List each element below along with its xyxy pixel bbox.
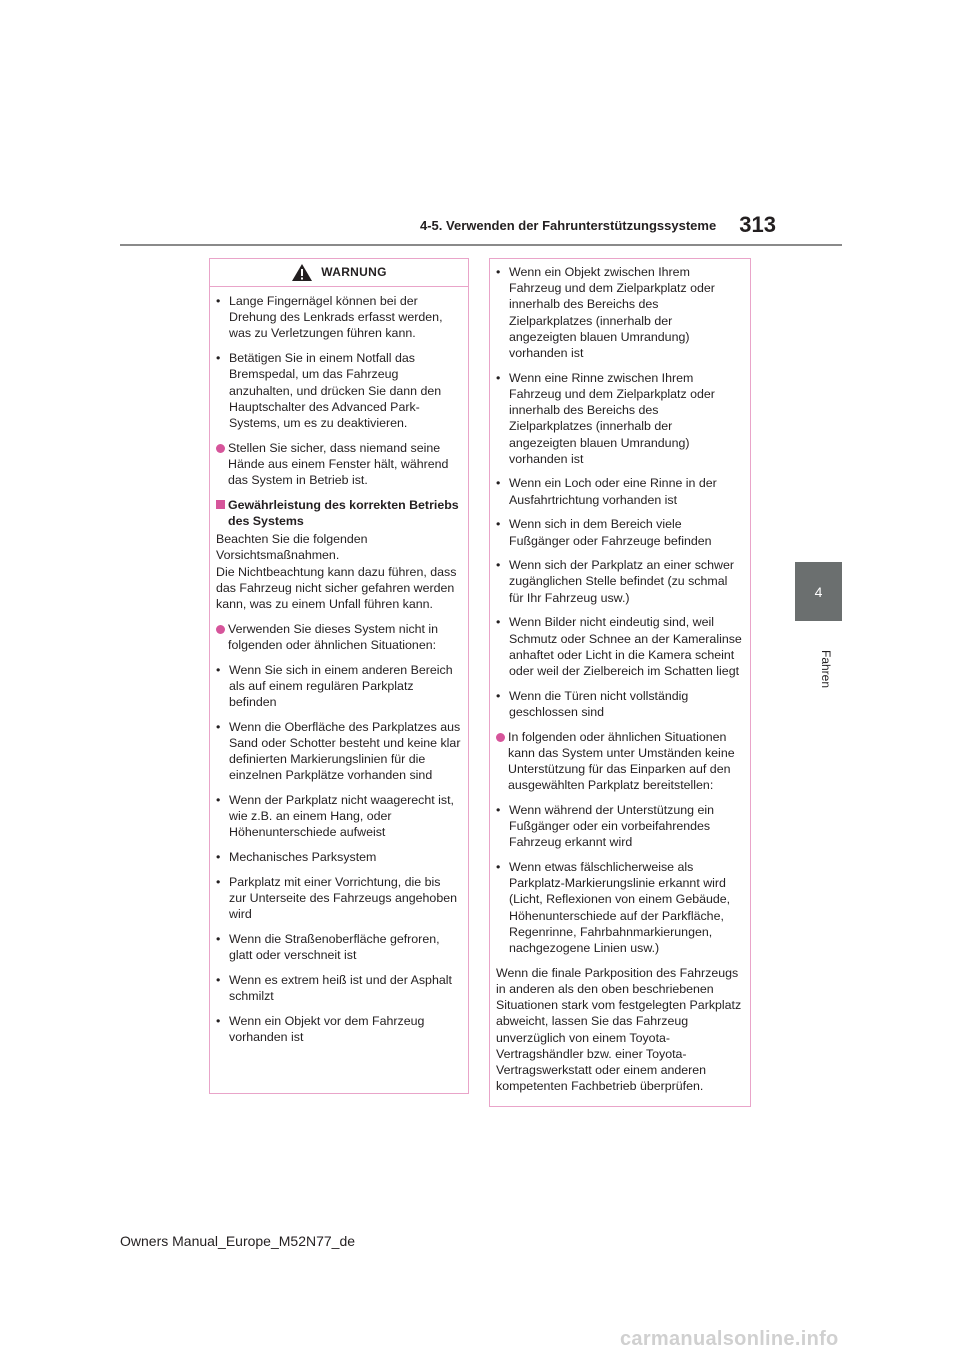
list-item: • Wenn sich in dem Bereich viele Fußgänger oder Fahrzeuge befinden [496,517,712,548]
list-item: • Wenn während der Unterstützung ein Fußgänger oder ein vorbeifahrendes Fahrzeug erkannt wird [496,802,715,850]
list-item: • Mechanisches Parksystem [216,850,377,865]
warning-box-continued [489,258,751,1107]
paragraph: Beachten Sie die folgenden Vorsichtsmaßnahmen. [216,532,368,563]
list-item: • Lange Fingernägel können bei der Drehung des Lenkrads erfasst werden, was zu Verletzungen führen kann. [216,294,443,341]
section-title: 4-5. Verwenden der Fahrunterstützungssysteme [420,218,717,233]
list-item: • Wenn es extrem heiß ist und der Asphalt schmilzt [216,972,452,1004]
list-item: • Parkplatz mit einer Vorrichtung, die bis zur Unterseite des Fahrzeugs angehoben wird [216,874,457,922]
dot-item: Verwenden Sie dieses System nicht in folgenden oder ähnlichen Situationen: [216,621,461,653]
list-item: • Wenn die Türen nicht vollständig geschlossen sind [496,688,689,719]
header-rule [120,244,842,246]
dot-bullet-icon [216,444,225,453]
list-item: • Wenn sich der Parkplatz an einer schwer zugänglichen Stelle befindet (zu schmal für Ihr Fahrzeug usw.) [496,558,734,605]
chapter-number: 4 [814,583,823,600]
dot-item: In folgenden oder ähnlichen Situationen kann das System unter Umständen keine Unterstützung für das Einparken auf den ausgewählten Parkplatz bereitstellen: [496,729,743,794]
manual-id: Owners Manual_Europe_M52N77_de [120,1233,356,1249]
page-number: 313 [739,212,776,237]
chapter-tab [795,562,842,621]
list-item: • Betätigen Sie in einem Notfall das Bremspedal, um das Fahrzeug anzuhalten, und drücken Sie dann den Hauptschalter des Advanced Park-Systems, um es zu deaktivieren. [216,351,442,430]
list-item: • Wenn ein Objekt zwischen Ihrem Fahrzeug und dem Zielparkplatz oder innerhalb des Bereichs des Zielparkplatzes (innerhalb der angezeigten blauen Umrandung) vorhanden ist [496,265,715,361]
list-item: • Wenn der Parkplatz nicht waagerecht ist, wie z.B. an einem Hang, oder Höhenunterschiede aufweist [216,792,454,840]
dot-bullet-icon [216,625,225,634]
warning-box [209,258,469,1094]
paragraph: Die Nichtbeachtung kann dazu führen, dass das Fahrzeug nicht sicher gefahren werden kann, was zu einem Unfall führen kann. [216,564,457,611]
dot-item: Stellen Sie sicher, dass niemand seine Hände aus einem Fenster hält, während das System in Betrieb ist. [216,440,461,489]
warning-triangle-icon [291,263,313,282]
chapter-label: Fahren [819,650,833,689]
list-item: • Wenn etwas fälschlicherweise als Parkplatz-Markierungslinie erkannt wird (Licht, Reflexionen von einem Gebäude, Höhenunterschiede auf der Parkfläche, Regenrinne, Fahrbahnmarkierungen, nachgezogene Linien usw.) [496,860,731,956]
warning-header [210,259,468,287]
list-item: • Wenn eine Rinne zwischen Ihrem Fahrzeug und dem Zielparkplatz oder innerhalb des Bereichs des Zielparkplatzes (innerhalb der angezeigten blauen Umrandung) vorhanden ist [496,370,715,466]
square-bullet-icon [216,500,225,509]
warning-label: WARNUNG [321,265,387,280]
list-item: • Wenn die Oberfläche des Parkplatzes aus Sand oder Schotter besteht und keine klar definierten Markierungslinien für die einzelnen Parkplätze vorhanden sind [216,719,461,783]
list-item: • Wenn die Straßenoberfläche gefroren, glatt oder verschneit ist [216,931,440,963]
closing-paragraph: Wenn die finale Parkposition des Fahrzeugs in anderen als den oben beschriebenen Situationen stark vom festgelegten Parkplatz abweicht, lassen Sie das Fahrzeug unverzüglich von einem Toyota-Vertragshändler bzw. einer Toyota-Vertragswerkstatt oder einem anderen kompetenten Fachbetrieb überprüfen. [496,965,742,1094]
watermark: carmanualsonline.info [620,1328,839,1350]
subheading: Gewährleistung des korrekten Betriebs des Systems [216,497,461,529]
dot-bullet-icon [496,733,505,742]
list-item: • Wenn ein Objekt vor dem Fahrzeug vorhanden ist [216,1013,425,1044]
list-item: • Wenn Bilder nicht eindeutig sind, weil Schmutz oder Schnee an der Kameralinse anhaftet oder Licht in die Kamera scheint oder weil der Zielbereich im Schatten liegt [496,615,742,678]
list-item: • Wenn Sie sich in einem anderen Bereich als auf einem regulären Parkplatz befinden [216,662,453,709]
list-item: • Wenn ein Loch oder eine Rinne in der Ausfahrtrichtung vorhanden ist [496,476,717,507]
